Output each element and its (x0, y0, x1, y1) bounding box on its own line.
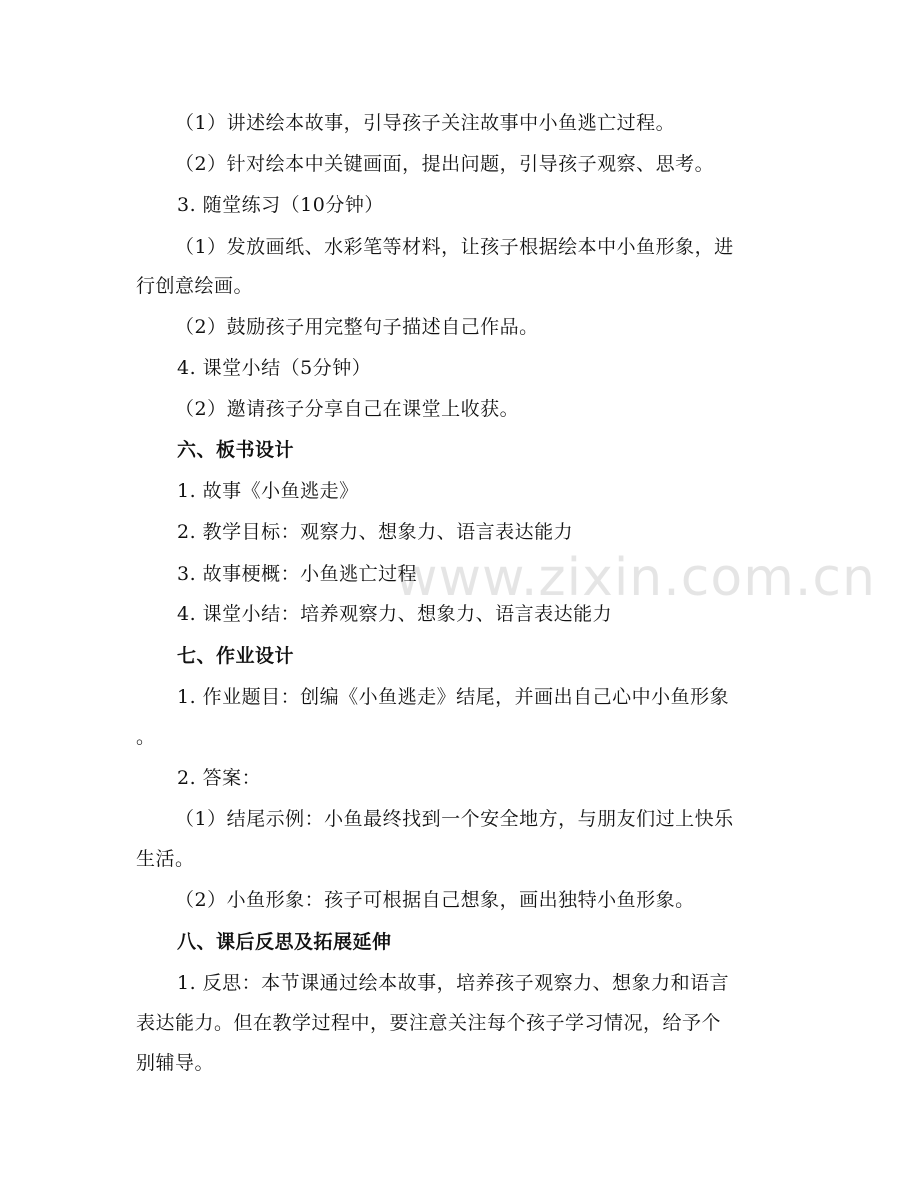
list-item: 3. 故事梗概：小鱼逃亡过程 (177, 563, 418, 585)
list-item: 4. 课堂小结：培养观察力、想象力、语言表达能力 (177, 603, 613, 625)
paragraph-line: 行创意绘画。 (136, 275, 254, 297)
list-item: 1. 作业题目：创编《小鱼逃走》结尾，并画出自己心中小鱼形象 (177, 686, 730, 708)
section-item: 4. 课堂小结（5分钟） (177, 357, 372, 379)
paragraph-line: （2）小鱼形象：孩子可根据自己想象，画出独特小鱼形象。 (175, 889, 695, 911)
section-heading: 六、板书设计 (177, 439, 295, 461)
paragraph-line: （2）邀请孩子分享自己在课堂上收获。 (175, 398, 520, 420)
paragraph-line: 表达能力。但在教学过程中，要注意关注每个孩子学习情况，给予个 (136, 1012, 722, 1034)
paragraph-line: （1）结尾示例：小鱼最终找到一个安全地方，与朋友们过上快乐 (175, 808, 734, 830)
list-item: 1. 反思：本节课通过绘本故事，培养孩子观察力、想象力和语言 (177, 972, 730, 994)
paragraph-line: 别辅导。 (136, 1052, 215, 1074)
paragraph-line: 。 (136, 726, 156, 748)
paragraph-line: （2）针对绘本中关键画面，提出问题，引导孩子观察、思考。 (175, 153, 715, 175)
section-heading: 八、课后反思及拓展延伸 (177, 931, 392, 953)
paragraph-line: （2）鼓励孩子用完整句子描述自己作品。 (175, 316, 539, 338)
paragraph-line: （1）发放画纸、水彩笔等材料，让孩子根据绘本中小鱼形象，进 (175, 236, 734, 258)
paragraph-line: （1）讲述绘本故事，引导孩子关注故事中小鱼逃亡过程。 (175, 112, 676, 134)
watermark: www.zixin.com.cn (395, 548, 876, 608)
section-item: 3. 随堂练习（10分钟） (177, 194, 384, 216)
list-item: 2. 教学目标：观察力、想象力、语言表达能力 (177, 521, 574, 543)
list-item: 1. 故事《小鱼逃走》 (177, 480, 359, 502)
paragraph-line: 生活。 (136, 848, 195, 870)
list-item: 2. 答案： (177, 767, 262, 789)
section-heading: 七、作业设计 (177, 645, 295, 667)
